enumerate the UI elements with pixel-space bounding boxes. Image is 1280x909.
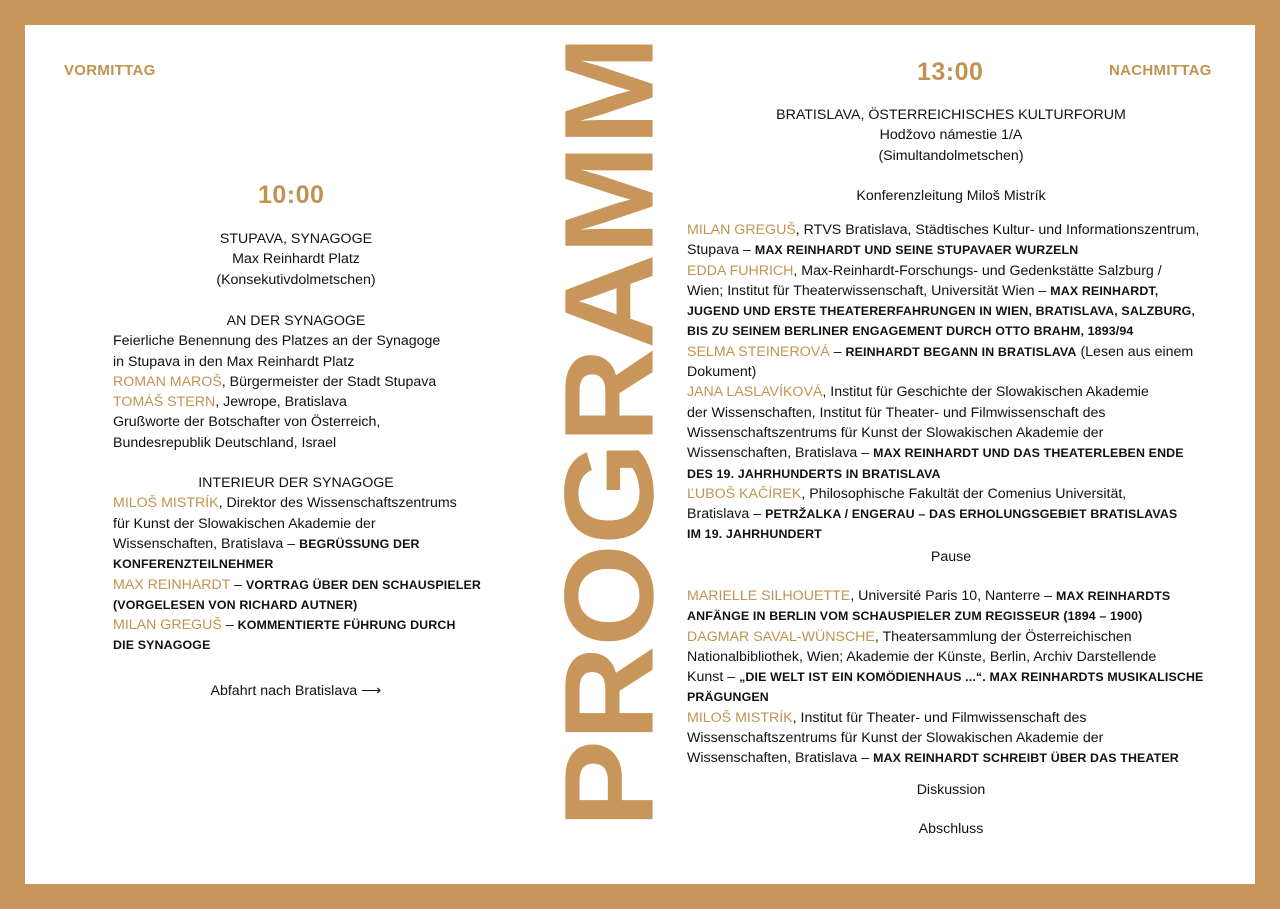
morning-time: 10:00 (258, 181, 325, 209)
spacer (113, 453, 493, 473)
speaker-entry (687, 484, 1232, 504)
afternoon-venue (740, 105, 1162, 206)
talk-title: KONFERENZTEILNEHMER (113, 557, 274, 572)
speaker-affiliation: , Institut für Theater- und Filmwissenschaft des (792, 709, 1087, 726)
venue-line: STUPAVA, SYNAGOGE (219, 231, 373, 247)
dash: – (221, 617, 234, 634)
pause-line: Pause (930, 549, 972, 565)
speaker-name: JANA LASLAVÍKOVÁ (687, 384, 823, 401)
program-line: Feierliche Benennung des Platzes an der Synagoge (113, 333, 441, 350)
venue-line: (Konsekutivdolmetschen) (216, 271, 376, 288)
program-line (687, 667, 1232, 687)
program-title: PROGRAMM (538, 36, 680, 828)
closing-line: Abschluss (918, 821, 984, 837)
talk-title: MAX REINHARDT UND SEINE STUPAVAER WURZELN (754, 243, 1079, 258)
departure-note: Abfahrt nach Bratislava ⟶ (210, 683, 382, 699)
speaker-entry (687, 627, 1232, 647)
chair-line: Konferenzleitung Miloš Mistrík (856, 187, 1046, 204)
program-line: Bundesrepublik Deutschland, Israel (113, 434, 337, 451)
discussion-line: Diskussion (916, 782, 986, 798)
speaker-name: EDDA FUHRICH (687, 262, 794, 279)
speaker-affiliation: , Theatersammlung der Österreichischen (874, 628, 1132, 645)
speaker-entry (113, 615, 493, 635)
speaker-name: TOMÁŠ STERN (113, 394, 216, 411)
speaker-affiliation: Wissenschaften, Bratislava – (687, 445, 870, 462)
venue-line: BRATISLAVA, ÖSTERREICHISCHES KULTURFORUM (776, 107, 1126, 123)
talk-title: PETRŽALKA / ENGERAU – DAS ERHOLUNGSGEBIET BRATISLAVAS (765, 507, 1178, 522)
program-line: der Wissenschaften, Institut für Theater- und Filmwissenschaft des (687, 404, 1106, 421)
program-line (687, 748, 1232, 768)
speaker-affiliation: Wien; Institut für Theaterwissenschaft, Universität Wien – (687, 282, 1047, 299)
speaker-name: MILAN GREGUŠ (687, 222, 796, 238)
dash: – (829, 343, 842, 360)
speaker-affiliation: , Bürgermeister der Stadt Stupava (221, 373, 437, 390)
talk-title: JUGEND UND ERSTE THEATERERFAHRUNGEN IN WIEN, BRATISLAVA, SALZBURG, (687, 304, 1196, 319)
talk-title: PRÄGUNGEN (687, 690, 769, 705)
program-line: Dokument) (687, 364, 757, 381)
speaker-affiliation: , RTVS Bratislava, Städtisches Kultur- und Informationszentrum, (795, 222, 1200, 238)
talk-title: REINHARDT BEGANN IN BRATISLAVA (845, 344, 1077, 359)
speaker-name: DAGMAR SAVAL-WÜNSCHE (687, 628, 875, 645)
speaker-name: MILAN GREGUŠ (113, 617, 222, 634)
program-line: Wissenschaftszentrums für Kunst der Slowakischen Akademie der (687, 424, 1104, 441)
program-line (687, 240, 1232, 260)
speaker-entry (687, 708, 1232, 728)
speaker-name: MILOŠ MISTRÍK (687, 709, 793, 726)
speaker-entry (113, 575, 493, 595)
speaker-affiliation: Wissenschaften, Bratislava – (113, 535, 296, 552)
speaker-name: MAX REINHARDT (113, 576, 231, 593)
talk-title: MAX REINHARDTS (1056, 589, 1171, 603)
speaker-name: SELMA STEINEROVÁ (687, 343, 830, 360)
section-title: INTERIEUR DER SYNAGOGE (198, 475, 394, 492)
speaker-name: MARIELLE SILHOUETTE (687, 588, 851, 604)
program-line: Wissenschaftszentrums für Kunst der Slowakischen Akademie der (687, 730, 1104, 747)
talk-title: (VORGELESEN VON RICHARD AUTNER) (113, 597, 358, 612)
morning-label: VORMITTAG (64, 62, 156, 79)
talk-title: MAX REINHARDT, (1050, 283, 1159, 298)
program-line (687, 281, 1232, 301)
speaker-affiliation: Bratislava – (687, 506, 762, 523)
speaker-affiliation: , Institut für Geschichte der Slowakischen Akademie (822, 384, 1149, 401)
spacer (740, 166, 1162, 186)
talk-title: „DIE WELT IST EIN KOMÖDIENHAUS ...“. MAX REINHARDTS MUSIKALISCHE (739, 670, 1204, 685)
speaker-entry (687, 220, 1232, 240)
speaker-name: ĽUBOŠ KAČÍREK (687, 485, 802, 502)
speaker-entry (113, 493, 493, 513)
speaker-affiliation: Wissenschaften, Bratislava – (687, 750, 870, 767)
speaker-affiliation: , Jewrope, Bratislava (215, 394, 347, 411)
talk-title: MAX REINHARDT SCHREIBT ÜBER DAS THEATER (873, 751, 1179, 766)
afternoon-program-part2 (687, 586, 1232, 769)
venue-line: Hodžovo námestie 1/A (879, 127, 1023, 144)
venue-line: Max Reinhardt Platz (232, 251, 360, 268)
morning-venue (112, 229, 480, 290)
afternoon-label: NACHMITTAG (1109, 62, 1212, 79)
speaker-affiliation: Stupava – (687, 242, 751, 259)
talk-title: BEGRÜSSUNG DER (299, 536, 420, 551)
speaker-entry (687, 342, 1232, 362)
speaker-entry (687, 586, 1232, 606)
program-line: in Stupava in den Max Reinhardt Platz (113, 353, 355, 370)
program-line: für Kunst der Slowakischen Akademie der (113, 515, 376, 532)
program-line (687, 504, 1232, 524)
afternoon-program-part1 (687, 220, 1232, 545)
talk-title: BIS ZU SEINEM BERLINER ENGAGEMENT DURCH OTTO BRAHM, 1893/94 (687, 324, 1134, 339)
program-line (687, 443, 1232, 463)
morning-program (113, 311, 493, 656)
program-line: Grußworte der Botschafter von Österreich, (113, 414, 381, 431)
program-note: (Lesen aus einem (1080, 343, 1194, 360)
talk-title: ANFÄNGE IN BERLIN VOM SCHAUSPIELER ZUM REGISSEUR (1894 – 1900) (687, 609, 1143, 624)
speaker-entry (687, 382, 1232, 402)
talk-title: VORTRAG ÜBER DEN SCHAUSPIELER (246, 577, 481, 592)
talk-title: DIE SYNAGOGE (113, 638, 211, 653)
program-line (113, 534, 493, 554)
speaker-affiliation: , Université Paris 10, Nanterre – (850, 588, 1053, 604)
speaker-affiliation: , Philosophische Fakultät der Comenius Universität, (801, 485, 1127, 502)
speaker-affiliation: , Direktor des Wissenschaftszentrums (218, 495, 457, 512)
talk-title: KOMMENTIERTE FÜHRUNG DURCH (237, 618, 456, 633)
speaker-affiliation: Kunst – (687, 669, 736, 686)
speaker-name: MILOŠ MISTRÍK (113, 495, 219, 512)
speaker-entry (687, 261, 1232, 281)
speaker-entry (113, 392, 493, 412)
talk-title: IM 19. JAHRHUNDERT (687, 527, 822, 542)
afternoon-time: 13:00 (917, 58, 984, 86)
venue-line: (Simultandolmetschen) (878, 147, 1024, 164)
speaker-entry (113, 372, 493, 392)
section-title: AN DER SYNAGOGE (226, 313, 366, 329)
program-line: Nationalbibliothek, Wien; Akademie der Künste, Berlin, Archiv Darstellende (687, 648, 1157, 665)
speaker-name: ROMAN MAROŠ (113, 373, 222, 390)
dash: – (230, 576, 243, 593)
speaker-affiliation: , Max-Reinhardt-Forschungs- und Gedenkstätte Salzburg / (793, 262, 1162, 279)
talk-title: DES 19. JAHRHUNDERTS IN BRATISLAVA (687, 466, 941, 481)
talk-title: MAX REINHARDT UND DAS THEATERLEBEN ENDE (873, 446, 1184, 461)
